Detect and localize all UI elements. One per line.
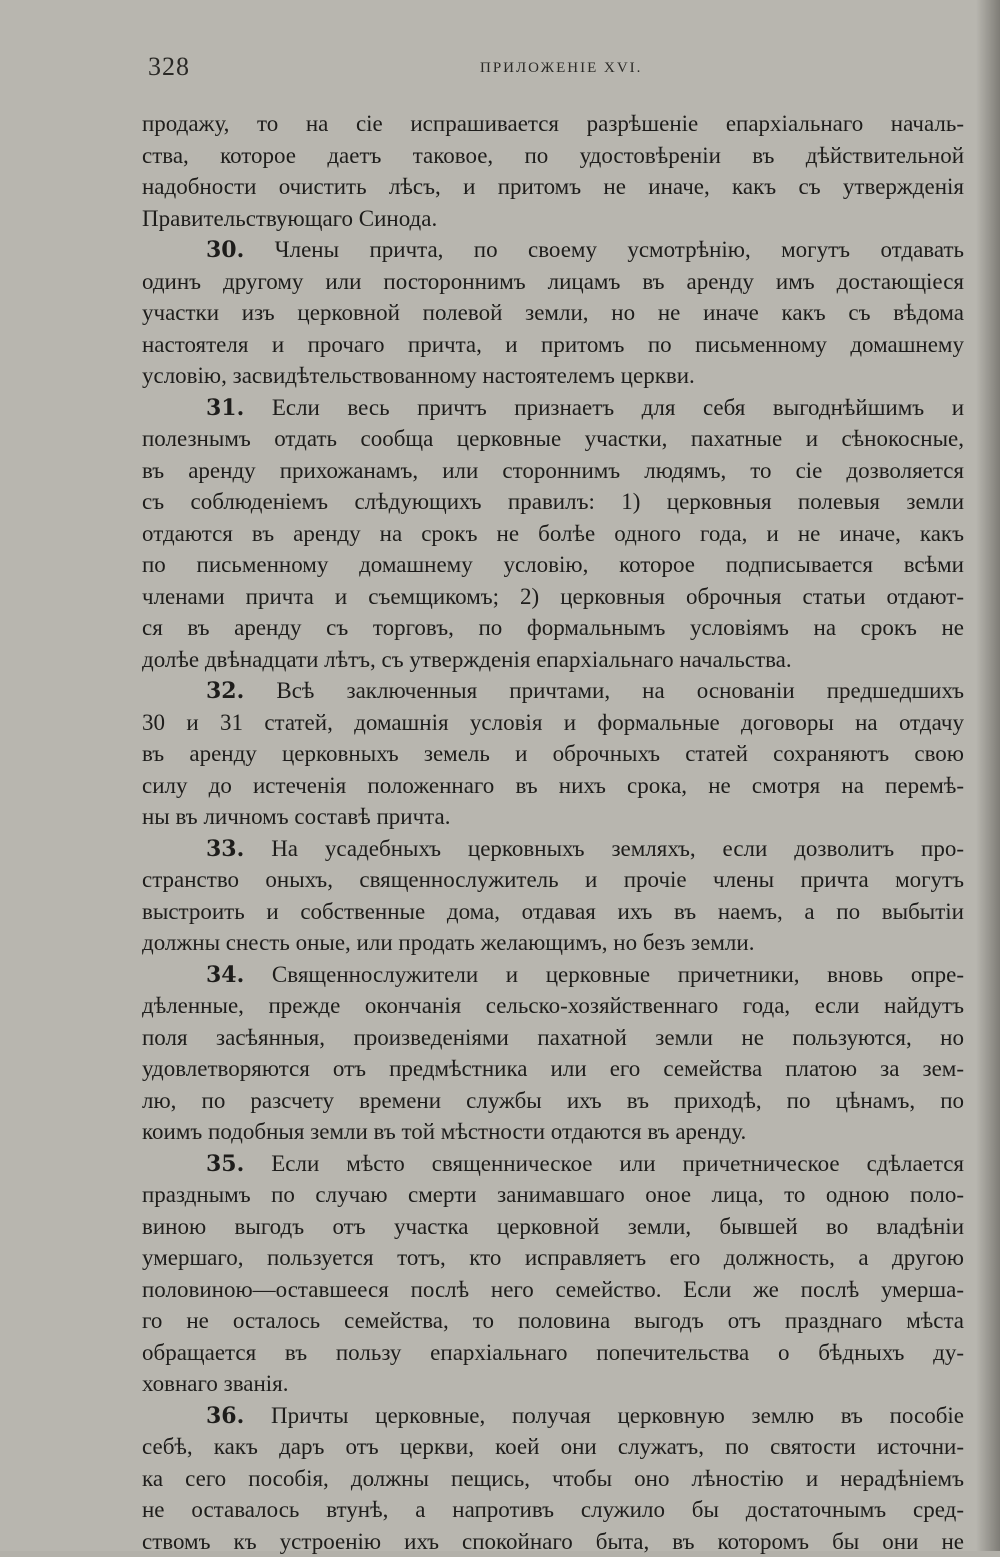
text-line — [142, 518, 964, 550]
text-line — [142, 770, 964, 802]
line-text: Члены причта, по своему усмотрѣнію, могутъ отдавать — [275, 237, 964, 262]
text-line — [142, 1368, 964, 1400]
line-text: съ соблюденіемъ слѣдующихъ правилъ: 1) церковныя полевыя земли — [142, 489, 964, 514]
body-text — [142, 108, 964, 1557]
line-text: долѣе двѣнадцати лѣтъ, съ утвержденія епархіальнаго начальства. — [142, 647, 792, 672]
line-text: половиною—оставшееся послѣ него семейство. Если же послѣ умерша- — [142, 1277, 964, 1302]
text-line — [142, 1179, 964, 1211]
text-line — [142, 707, 964, 739]
line-text: настоятеля и прочаго причта, и притомъ по письменному домашнему — [142, 332, 964, 357]
text-line — [142, 392, 964, 424]
line-text: должны снесть оные, или продать желающимъ, но безъ земли. — [142, 930, 754, 955]
text-line — [142, 864, 964, 896]
line-text: по письменному домашнему условію, которое подписывается всѣми — [142, 552, 964, 577]
text-line — [142, 581, 964, 613]
text-line — [142, 959, 964, 991]
text-line — [142, 329, 964, 361]
line-text: членами причта и съемщикомъ; 2) церковныя оброчныя статьи отдают- — [142, 584, 964, 609]
article-number: 31. — [206, 395, 244, 421]
text-line — [142, 1431, 964, 1463]
line-text: полезнымъ отдать сообща церковные участки, пахатные и сѣнокосные, — [142, 426, 964, 451]
line-text: ствомъ къ устроенію ихъ спокойнаго быта, въ которомъ бы они не — [142, 1529, 964, 1554]
text-line — [142, 1494, 964, 1526]
text-line — [142, 108, 964, 140]
text-line — [142, 171, 964, 203]
line-text: силу до истеченія положеннаго въ нихъ срока, не смотря на перемѣ- — [142, 773, 964, 798]
article-number: 33. — [206, 836, 244, 862]
line-text: отдаются въ аренду на срокъ не болѣе одного года, и не иначе, какъ — [142, 521, 964, 546]
line-text: умершаго, пользуется тотъ, кто исправляетъ его должность, а другою — [142, 1245, 964, 1270]
text-line — [142, 486, 964, 518]
line-text: ховнаго званія. — [142, 1371, 289, 1396]
line-text: странство оныхъ, священнослужитель и прочіе члены причта могутъ — [142, 867, 964, 892]
text-line — [142, 1400, 964, 1432]
line-text: ны въ личномъ составѣ причта. — [142, 804, 450, 829]
text-line — [142, 675, 964, 707]
text-line — [142, 360, 964, 392]
line-text: надобности очистить лѣсъ, и притомъ не иначе, какъ съ утвержденія — [142, 174, 964, 199]
text-line — [142, 455, 964, 487]
text-line — [142, 896, 964, 928]
text-line — [142, 1053, 964, 1085]
line-text: виною выгодъ отъ участка церковной земли, бывшей во владѣніи — [142, 1214, 964, 1239]
line-text: празднымъ по случаю смерти занимавшаго оное лица, то одною поло- — [142, 1182, 964, 1207]
text-line — [142, 140, 964, 172]
page-number: 328 — [148, 52, 190, 82]
text-line — [142, 1022, 964, 1054]
article-number: 30. — [206, 237, 244, 263]
line-text: въ аренду церковныхъ земель и оброчныхъ статей сохраняютъ свою — [142, 741, 964, 766]
section-title: ПРИЛОЖЕНІЕ XVI. — [480, 60, 642, 77]
text-line — [142, 927, 964, 959]
line-text: го не осталось семейства, то половина выгодъ отъ празднаго мѣста — [142, 1308, 964, 1333]
line-text: лю, по разсчету времени службы ихъ въ приходѣ, по цѣнамъ, по — [142, 1088, 964, 1113]
line-text: поля засѣянныя, произведеніями пахатной земли не пользуются, но — [142, 1025, 964, 1050]
line-text: Всѣ заключенныя причтами, на основаніи предшедшихъ — [276, 678, 964, 703]
line-text: Правительствующаго Синода. — [142, 206, 437, 231]
line-text: удовлетворяются отъ предмѣстника или его семейства платою за зем- — [142, 1056, 964, 1081]
text-line — [142, 1337, 964, 1369]
page-edge-shadow — [976, 0, 1000, 1551]
line-text: выстроить и собственные дома, отдавая ихъ въ наемъ, а по выбытіи — [142, 899, 964, 924]
line-text: себѣ, какъ даръ отъ церкви, коей они служатъ, по святости источни- — [142, 1434, 964, 1459]
text-line — [142, 423, 964, 455]
line-text: участки изъ церковной полевой земли, но не иначе какъ съ вѣдома — [142, 300, 964, 325]
line-text: 30 и 31 статей, домашнія условія и формальные договоры на отдачу — [142, 710, 964, 735]
text-line — [142, 644, 964, 676]
line-text: въ аренду прихожанамъ, или стороннимъ людямъ, то сіе дозволяется — [142, 458, 964, 483]
line-text: Священнослужители и церковные причетники, вновь опре- — [272, 962, 964, 987]
text-line — [142, 801, 964, 833]
line-text: ства, которое даетъ таковое, по удостовѣреніи въ дѣйствительной — [142, 143, 964, 168]
text-line — [142, 1274, 964, 1306]
text-line — [142, 833, 964, 865]
line-text: ка сего пособія, должны пещись, чтобы оно лѣностію и нерадѣніемъ — [142, 1466, 964, 1491]
line-text: не оставалось втунѣ, а напротивъ служило бы достаточнымъ сред- — [142, 1497, 964, 1522]
line-text: коимъ подобныя земли въ той мѣстности отдаются въ аренду. — [142, 1119, 746, 1144]
line-text: условію, засвидѣтельствованному настоятелемъ церкви. — [142, 363, 695, 388]
text-line — [142, 1148, 964, 1180]
article-number: 32. — [206, 678, 244, 704]
text-line — [142, 1085, 964, 1117]
line-text: одинъ другому или постороннимъ лицамъ въ аренду имъ достающіеся — [142, 269, 964, 294]
text-line — [142, 738, 964, 770]
line-text: дѣленные, прежде окончанія сельско-хозяйственнаго года, если найдутъ — [142, 993, 964, 1018]
line-text: На усадебныхъ церковныхъ земляхъ, если дозволитъ про- — [271, 836, 964, 861]
article-number: 34. — [206, 962, 244, 988]
text-line — [142, 203, 964, 235]
line-text: обращается въ пользу епархіальнаго попечительства о бѣдныхъ ду- — [142, 1340, 964, 1365]
text-line — [142, 1463, 964, 1495]
text-line — [142, 549, 964, 581]
text-line — [142, 1116, 964, 1148]
text-line — [142, 990, 964, 1022]
text-line — [142, 266, 964, 298]
line-text: Если весь причтъ признаетъ для себя выгоднѣйшимъ и — [272, 395, 964, 420]
running-head — [148, 52, 960, 84]
text-line — [142, 234, 964, 266]
text-line — [142, 297, 964, 329]
text-line — [142, 1305, 964, 1337]
line-text: продажу, то на сіе испрашивается разрѣшеніе епархіальнаго началь- — [142, 111, 964, 136]
text-line — [142, 612, 964, 644]
text-line — [142, 1526, 964, 1557]
article-number: 36. — [206, 1403, 244, 1429]
line-text: Если мѣсто священническое или причетническое сдѣлается — [271, 1151, 964, 1176]
line-text: Причты церковные, получая церковную землю въ пособіе — [271, 1403, 964, 1428]
text-line — [142, 1242, 964, 1274]
text-line — [142, 1211, 964, 1243]
article-number: 35. — [206, 1151, 244, 1177]
line-text: ся въ аренду съ торговъ, по формальнымъ условіямъ на срокъ не — [142, 615, 964, 640]
